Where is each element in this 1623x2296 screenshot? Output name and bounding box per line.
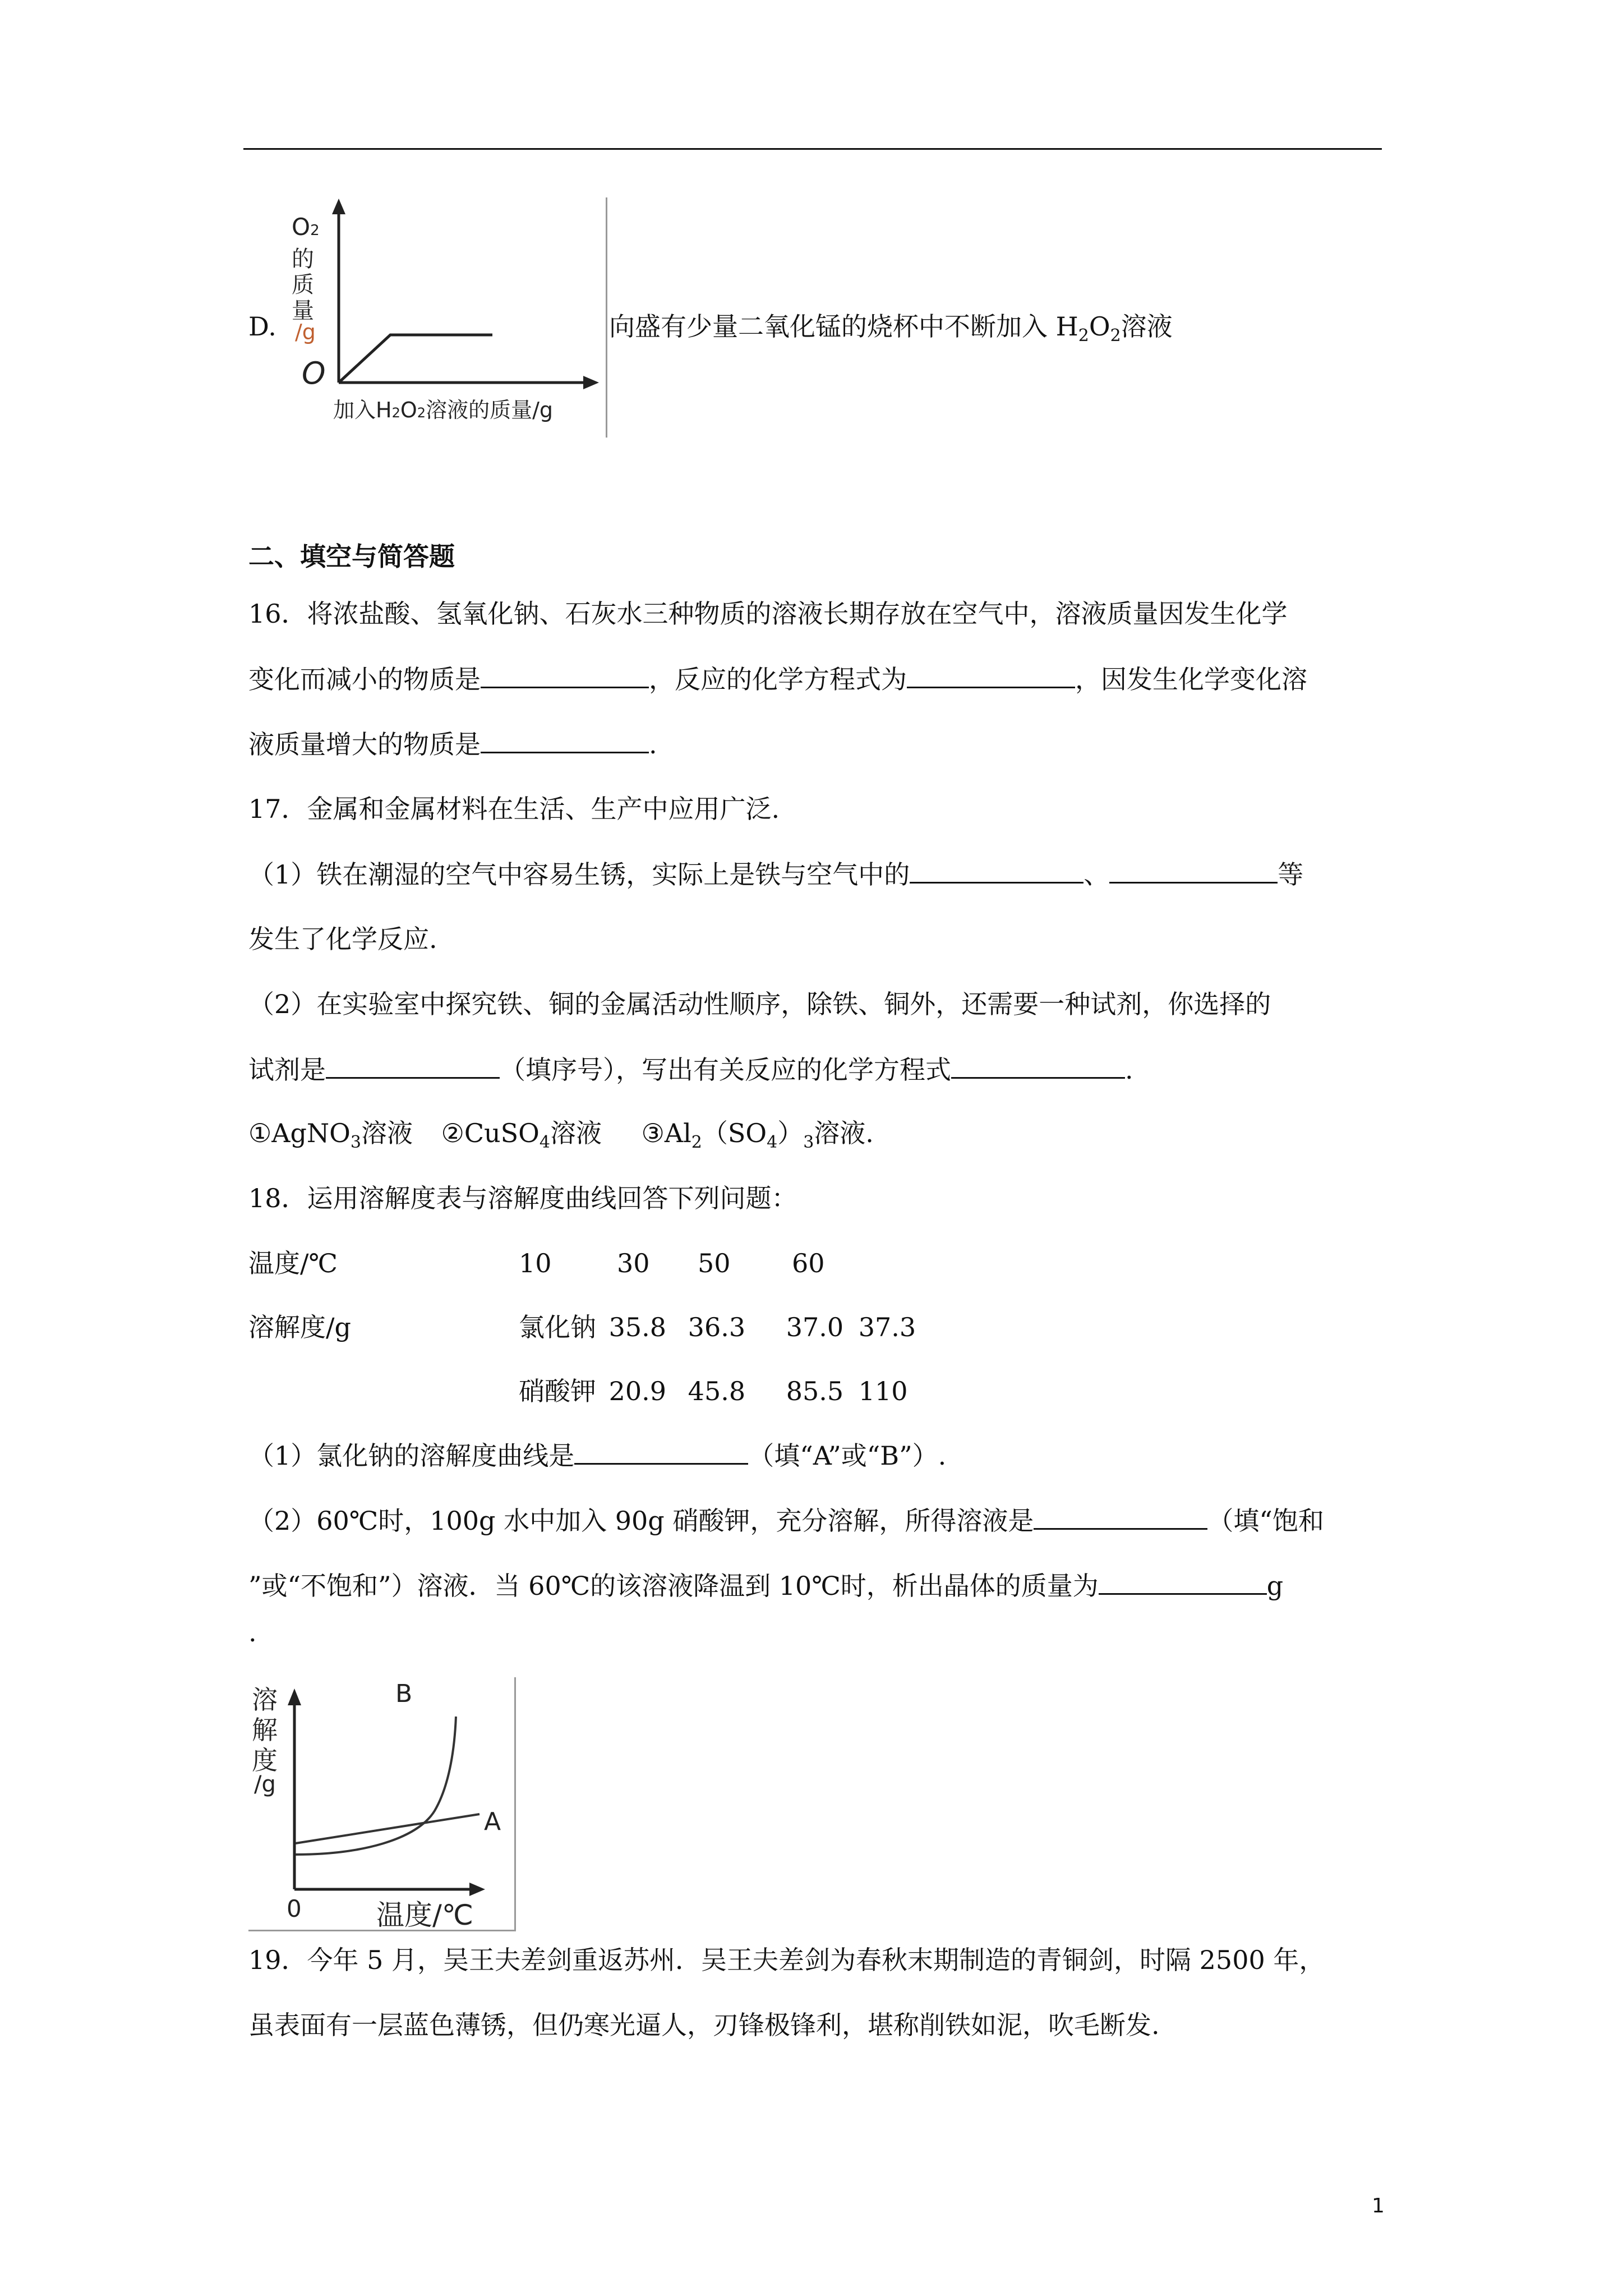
q18-part2-line1: （2）60℃时，100g 水中加入 90g 硝酸钾，充分溶解，所得溶液是 （填“饱和 [248, 1503, 1324, 1538]
answer-blank[interactable] [951, 1052, 1125, 1079]
answer-blank[interactable] [1099, 1568, 1267, 1595]
answer-blank[interactable] [481, 662, 649, 688]
graph-ylabel-de: 的 [292, 246, 314, 272]
table-temp-60: 60 [792, 1248, 825, 1278]
header-rule [243, 148, 1382, 150]
option-3: $③Al_2(SO_4)_3$溶液. [641, 1118, 874, 1152]
q18-part2-line2: ”或“不饱和”）溶液．当 60℃的该溶液降温到 10℃时，析出晶体的质量为 g [248, 1568, 1283, 1603]
answer-blank[interactable] [574, 1438, 748, 1465]
graph-ylabel-o2: O2 [292, 213, 320, 241]
sol-origin: 0 [287, 1895, 302, 1922]
q17-line3: 发生了化学反应. [248, 924, 437, 954]
q17-line2: （1）铁在潮湿的空气中容易生锈，实际上是铁与空气中的 、 等 [248, 857, 1303, 891]
solubility-graph-svg [248, 1677, 514, 1930]
q17-line5: 试剂是 （填序号），写出有关反应的化学方程式 . [248, 1052, 1133, 1087]
q18-line1: 18．运用溶解度表与溶解度曲线回答下列问题： [248, 1183, 797, 1213]
curve-a [296, 1814, 479, 1843]
graph-ylabel-unit: /g [295, 320, 316, 344]
sol-ylabel-unit: /g [254, 1772, 276, 1797]
q16-line3: 液质量增大的物质是 . [248, 727, 657, 761]
graph-ylabel-zhi: 质 [292, 272, 314, 298]
answer-blank[interactable] [1034, 1503, 1207, 1530]
option-1: ①AgNO$_3$溶液 [248, 1118, 413, 1152]
table-temp-10: 10 [519, 1248, 552, 1278]
sol-xlabel: 温度/℃ [376, 1899, 473, 1931]
answer-blank[interactable] [1109, 857, 1278, 884]
option-d-text: 向盛有少量二氧化锰的烧杯中不断加入 $H_2O_2$溶液 [609, 311, 1173, 346]
sol-ylabel-du: 度 [252, 1745, 278, 1775]
option-2: ②CuSO$_4$溶液 [441, 1118, 602, 1152]
q17-line1: 17．金属和金属材料在生活、生产中应用广泛. [248, 794, 780, 824]
table-temp-label: 温度/℃ [248, 1248, 338, 1278]
answer-blank[interactable] [910, 857, 1083, 884]
table-temp-30: 30 [617, 1248, 650, 1278]
o2-mass-graph [284, 197, 607, 438]
table-temp-50: 50 [698, 1248, 731, 1278]
q16-line1: 16．将浓盐酸、氢氧化钠、石灰水三种物质的溶液长期存放在空气中，溶液质量因发生化学 [248, 599, 1288, 629]
q17-line4: （2）在实验室中探究铁、铜的金属活动性顺序，除铁、铜外，还需要一种试剂，你选择的 [248, 989, 1271, 1019]
table-sol-label: 溶解度/g [248, 1312, 351, 1342]
q16-line2: 变化而减小的物质是 ，反应的化学方程式为 ，因发生化学变化溶 [248, 662, 1307, 696]
q19-line2: 虽表面有一层蓝色薄锈，但仍寒光逼人，刃锋极锋利，堪称削铁如泥，吹毛断发. [248, 2010, 1160, 2040]
option-d-letter: D. [248, 311, 276, 342]
sol-ylabel-jie: 解 [252, 1715, 278, 1745]
graph-xlabel: 加入H2O2溶液的质量/g [333, 398, 553, 422]
q19-line1: 19．今年 5 月，吴王夫差剑重返苏州．吴王夫差剑为春秋末期制造的青铜剑，时隔 2500 年， [248, 1945, 1325, 1975]
q18-part2-line3: . [248, 1617, 257, 1648]
solubility-graph [248, 1677, 516, 1931]
graph-ylabel-liang: 量 [292, 298, 314, 324]
table-row-nacl: 氯化钠 35.8 36.3 37.0 37.3 [519, 1312, 916, 1342]
section-title: 二、填空与简答题 [248, 541, 455, 572]
curve-a-label: A [484, 1807, 501, 1836]
curve-b [296, 1717, 456, 1855]
answer-blank[interactable] [481, 727, 649, 753]
graph-origin: O [302, 356, 326, 391]
page-number: 1 [1372, 2194, 1385, 2217]
q17-options [248, 1116, 874, 1159]
table-row-kno3: 硝酸钾 20.9 45.8 85.5 110 [519, 1376, 908, 1406]
answer-blank[interactable] [907, 662, 1075, 688]
curve-b-label: B [395, 1680, 413, 1708]
answer-blank[interactable] [326, 1052, 500, 1079]
sol-ylabel-rong: 溶 [252, 1685, 278, 1715]
q18-part1: （1）氯化钠的溶解度曲线是 （填“A”或“B”）. [248, 1438, 946, 1473]
